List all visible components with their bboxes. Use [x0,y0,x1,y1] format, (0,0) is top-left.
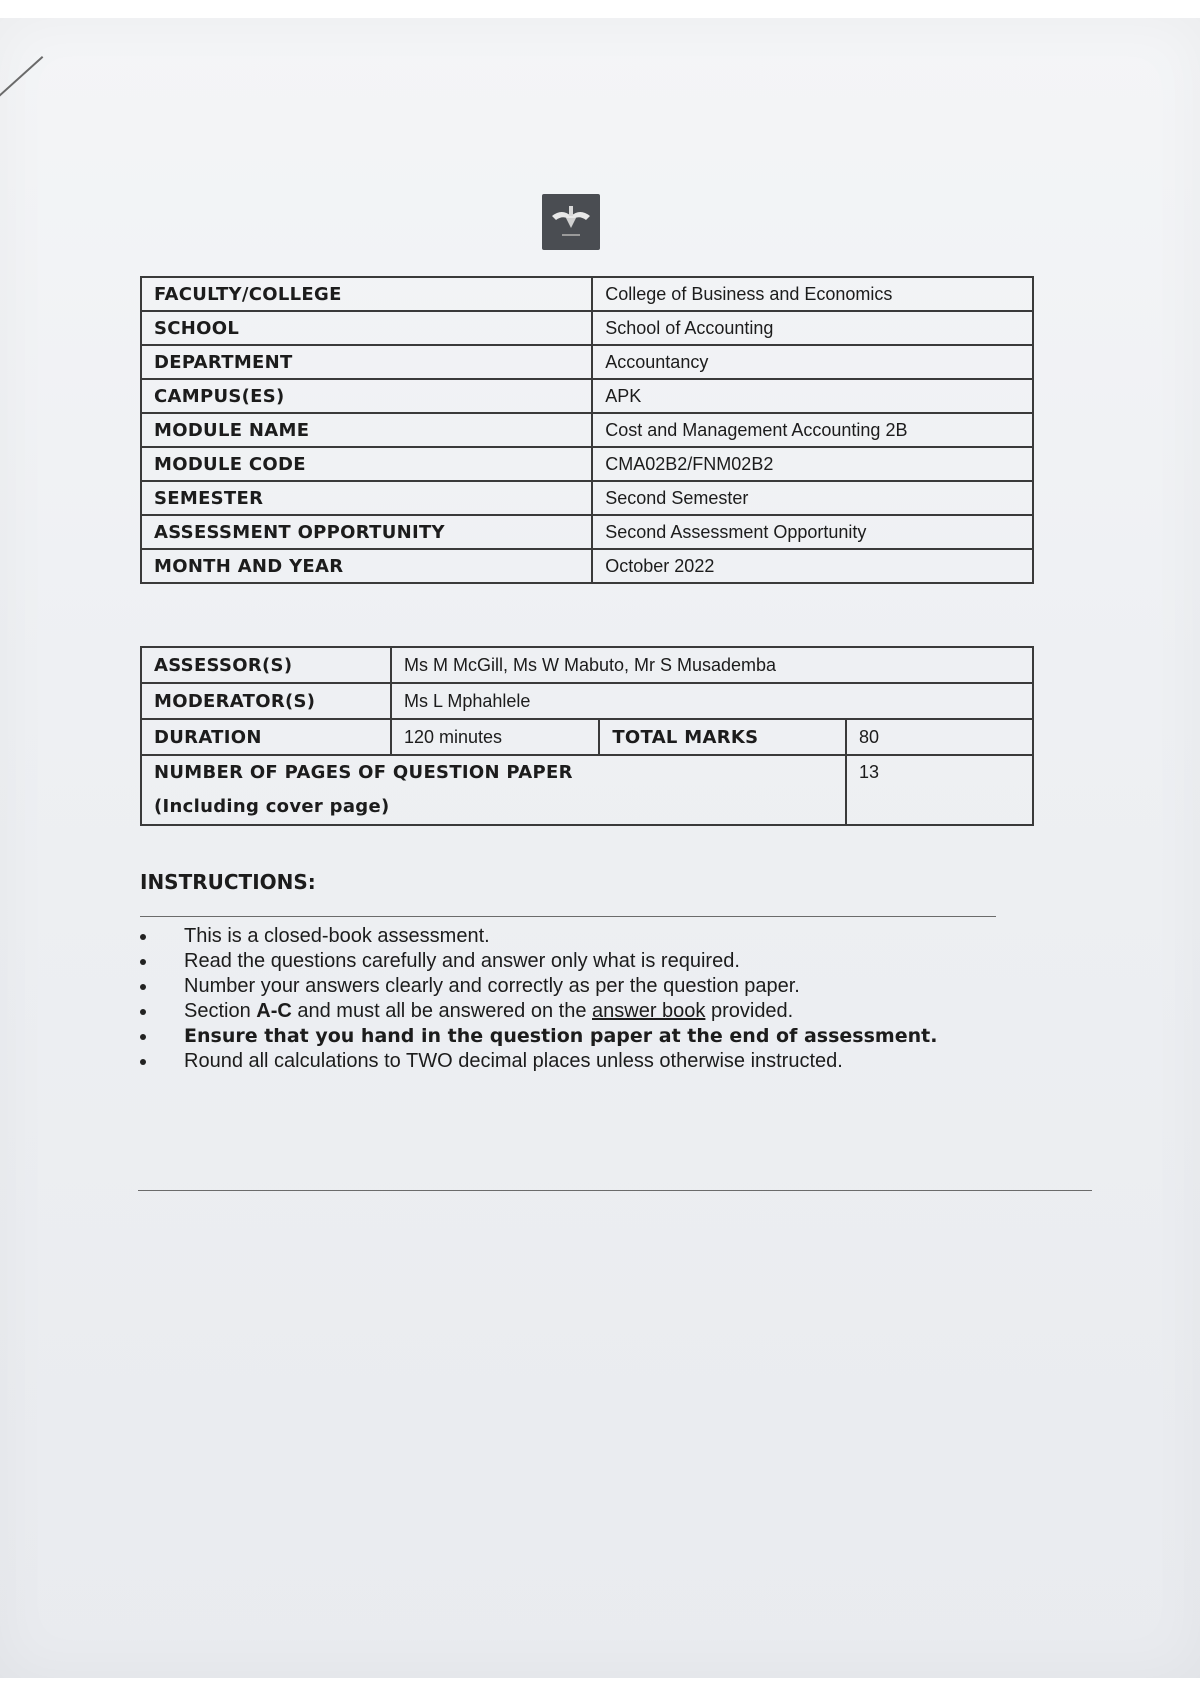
module-name-label: MODULE NAME [141,413,592,447]
month-year-label: MONTH AND YEAR [141,549,592,583]
instructions-list [140,924,1040,1074]
department-value: Accountancy [592,345,1033,379]
instruction-text: Number your answers clearly and correctly as per the question paper. [184,975,800,997]
faculty-label: FACULTY/COLLEGE [141,277,592,311]
duration-value: 120 minutes [391,719,599,755]
instruction-text-part: and must all be answered on the [291,1000,592,1022]
instruction-text: This is a closed-book assessment. [184,925,490,947]
bullet-icon [140,1059,146,1065]
table-row [141,647,1033,683]
table-row [141,683,1033,719]
pen-mark [0,56,43,104]
duration-label: DURATION [141,719,391,755]
instruction-text: Read the questions carefully and answer only what is required. [184,950,740,972]
moderators-value: Ms L Mphahlele [391,683,1033,719]
instruction-text: Round all calculations to TWO decimal places unless otherwise instructed. [184,1050,843,1072]
campus-label: CAMPUS(ES) [141,379,592,413]
number-of-pages-label-line2: (Including cover page) [154,796,390,817]
university-crest-icon [542,194,600,250]
table-row [141,345,1033,379]
total-marks-label: TOTAL MARKS [599,719,846,755]
month-year-value: October 2022 [592,549,1033,583]
assessors-label: ASSESSOR(S) [141,647,391,683]
university-logo [542,194,600,250]
list-item [140,999,1040,1024]
list-item [140,924,1040,949]
school-label: SCHOOL [141,311,592,345]
instruction-text-part: Section [184,1000,257,1022]
table-row [141,755,1033,825]
instruction-answer-book: answer book [592,1000,706,1022]
assessors-value: Ms M McGill, Ms W Mabuto, Mr S Musademba [391,647,1033,683]
footer-divider [138,1190,1092,1191]
bullet-icon [140,959,146,965]
table-row [141,447,1033,481]
school-value: School of Accounting [592,311,1033,345]
semester-label: SEMESTER [141,481,592,515]
assessment-staff-table [140,646,1034,826]
department-label: DEPARTMENT [141,345,592,379]
number-of-pages-label [141,755,846,825]
number-of-pages-label-line1: NUMBER OF PAGES OF QUESTION PAPER [154,762,573,783]
total-marks-value: 80 [846,719,1033,755]
table-row [141,311,1033,345]
list-item [140,949,1040,974]
table-row [141,277,1033,311]
instructions-title: INSTRUCTIONS: [140,870,316,894]
bullet-icon [140,984,146,990]
bullet-icon [140,1009,146,1015]
table-row [141,413,1033,447]
table-row [141,549,1033,583]
module-name-value: Cost and Management Accounting 2B [592,413,1033,447]
list-item [140,974,1040,999]
bullet-icon [140,1034,146,1040]
campus-value: APK [592,379,1033,413]
module-code-value: CMA02B2/FNM02B2 [592,447,1033,481]
instruction-sections-range: A-C [256,1000,292,1022]
instructions-divider [140,916,996,917]
instruction-text: Ensure that you hand in the question paper at the end of assessment. [184,1025,938,1047]
faculty-value: College of Business and Economics [592,277,1033,311]
instruction-text-part: provided. [705,1000,794,1022]
list-item [140,1049,1040,1074]
table-row [141,379,1033,413]
moderators-label: MODERATOR(S) [141,683,391,719]
module-code-label: MODULE CODE [141,447,592,481]
bullet-icon [140,934,146,940]
semester-value: Second Semester [592,481,1033,515]
module-details-table [140,276,1034,584]
question-paper-page [0,18,1200,1678]
number-of-pages-value: 13 [846,755,1033,825]
table-row [141,481,1033,515]
table-row [141,719,1033,755]
assessment-opportunity-value: Second Assessment Opportunity [592,515,1033,549]
list-item [140,1024,1040,1049]
assessment-opportunity-label: ASSESSMENT OPPORTUNITY [141,515,592,549]
table-row [141,515,1033,549]
